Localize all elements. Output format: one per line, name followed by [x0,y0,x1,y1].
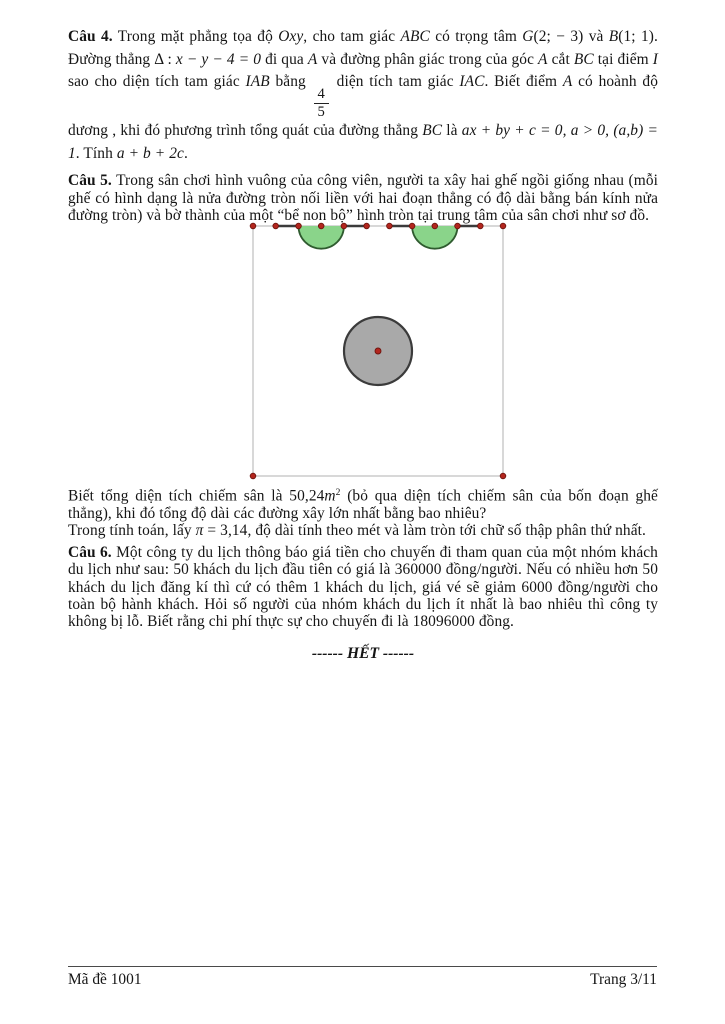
exam-code-label: Mã đề 1001 [68,971,142,988]
question-6-text: Câu 6. Một công ty du lịch thông báo giá tiền cho chuyến đi tham quan của một nhóm khách du lịch như sau: 50 khách du lịch đầu tiên có giá là 360000 đồng/người. Nếu có nhiều hơn 50 khách du lịch đăng kí thì cứ có thêm 1 khách du lịch, giá vé sẽ giảm 6000 đồng/người cho toàn bộ hành khách. Hỏi số người của nhóm khách du lịch ít nhất là bao nhiêu thì công ty không bị lỗ. Biết rằng chi phí thực sự cho chuyến đi là 18096000 đồng. [68,543,658,631]
point-marker [478,224,484,230]
question-5-note-text: Trong tính toán, lấy π = 3,14, độ dài tính theo mét và làm tròn tới chữ số thập phân thứ nhất. [68,522,646,540]
end-marker: ------ HẾT ------ [311,644,415,662]
bench1-semicircle-fill [299,226,344,249]
point-marker [500,224,506,230]
playground-diagram [240,220,516,482]
point-marker [432,224,438,230]
bench2-semicircle-fill [412,226,457,249]
point-marker [296,224,302,230]
point-marker [318,224,324,230]
page-number-label: Trang 3/11 [590,971,657,988]
question-5-text: Câu 5. Trong sân chơi hình vuông của công viên, người ta xây hai ghế ngồi giống nhau (mỗi ghế có hình dạng là nửa đường tròn nối liền với hai đoạn thẳng có độ dài bằng bán kính nửa đường tròn) và bờ thành của một “bể non bộ” hình tròn tại trung tâm của sân chơi như sơ đồ. [68,172,658,224]
point-marker [341,224,347,230]
point-marker [273,224,279,230]
point-marker [250,224,256,230]
point-marker [500,474,506,480]
point-marker [455,224,461,230]
question-4-text: Câu 4. Trong mặt phẳng tọa độ Oxy, cho tam giác ABC có trọng tâm G(2; − 3) và B(1; 1). Đường thẳng Δ : x − y − 4 = 0 đi qua A và đường phân giác trong của góc A cắt BC tại điểm I sao cho diện tích tam giác IAB bằng $\frac{4}{5}$ diện tích tam giác IAC. Biết điểm A có hoành độ dương , khi đó phương trình tổng quát của đường thẳng BC là ax + by + c = 0, a > 0, (a,b) = 1. Tính a + b + 2c. [68,28,658,162]
point-marker [409,224,415,230]
playground-diagram-svg [240,220,516,482]
point-marker [364,224,370,230]
question-5-followup-text: Biết tổng diện tích chiếm sân là $50,24m^2$ (bỏ qua diện tích chiếm sân của bốn đoạn ghế thẳng), khi đó tổng độ dài các đường xây lớn nhất bằng bao nhiêu? [68,487,658,523]
page-content [68,26,658,663]
point-marker [387,224,393,230]
page-footer [68,966,657,989]
pond-center-point [375,348,381,354]
point-marker [250,474,256,480]
fraction: $\frac{4}{5}$ [312,86,331,120]
